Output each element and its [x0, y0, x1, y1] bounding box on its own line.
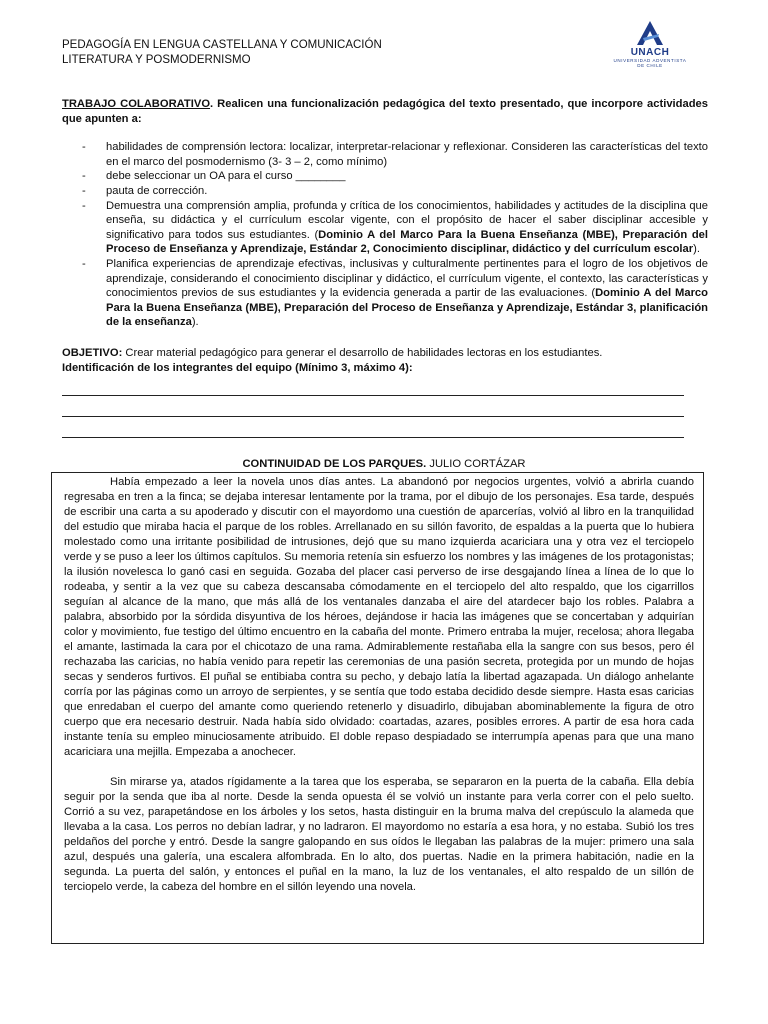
story-paragraph-1: Había empezado a leer la novela unos días antes. La abandonó por negocios urgentes, volvió a abrirla cuando regresaba en tren a la finca; se dejaba interesar lentamente por la trama, por el dibujo de los personajes. Esa tarde, después de escribir una carta a su apoderado y discutir con el mayordomo una cuestión de aparcerías, volvió al libro en la tranquilidad del estudio que miraba hacia el parque de los robles. Arrellanado en su sillón favorito, de espaldas a la puerta que lo hubiera molestado como una irritante posibilidad de intrusiones, dejó que su mano izquierda acariciara una y otra vez el terciopelo verde y se puso a leer los últimos capítulos. Su memoria retenía sin esfuerzo los nombres y las imágenes de los protagonistas; la ilusión novelesca lo ganó casi en seguida. Gozaba del placer casi perverso de irse desgajando línea a línea de lo que lo rodeaba, y sentir a la vez que su cabeza descansaba cómodamente en el terciopelo del alto respaldo, que los cigarrillos seguían al alcance de la mano, que más allá de los ventanales danzaba el aire del atardecer bajo los robles. Palabra a palabra, absorbido por la sórdida disyuntiva de los héroes, dejándose ir hacia las imágenes que se concertaban y adquirían color y movimiento, fue testigo del último encuentro en la cabaña del monte. Primero entraba la mujer, recelosa; ahora llegaba el amante, lastimada la cara por el chicotazo de una rama. Admirablemente restañaba ella la sangre con sus besos, pero él rechazaba las caricias, no había venido para repetir las ceremonias de una pasión secreta, protegida por un mundo de hojas secas y senderos furtivos. El puñal se entibiaba contra su pecho, y debajo latía la libertad agazapada. Un diálogo anhelante corría por las páginas como un arroyo de serpientes, y se sentía que todo estaba decidido desde siempre. Hasta esas caricias que enredaban el cuerpo del amante como queriendo retenerlo y disuadirlo, dibujaban abominablemente la figura de otro cuerpo que era necesario destruir. Nada había sido olvidado: coartadas, azares, posibles errores. A partir de esa hora cada instante tenía su empleo minuciosamente atribuido. El doble repaso despiadado se interrumpía apenas para que una mano acariciara una mejilla. Empezaba a anochecer.: [64, 476, 694, 758]
team-member-line-2[interactable]: [62, 396, 684, 417]
objective: [62, 346, 708, 361]
header-course-title: PEDAGOGÍA EN LENGUA CASTELLANA Y COMUNICACIÓN: [62, 39, 382, 51]
story-paragraph-2: Sin mirarse ya, atados rígidamente a la tarea que los esperaba, se separaron en la puerta de la cabaña. Ella debía seguir por la senda que iba al norte. Desde la senda opuesta él se volvió un instante para verla correr con el pelo suelto. Corrió a su vez, parapetándose en los árboles y los setos, hasta distinguir en la bruma malva del crepúsculo la alameda que llevaba a la casa. Los perros no debían ladrar, y no ladraron. El mayordomo no estaría a esa hora, y no estaba. Subió los tres peldaños del porche y entró. Desde la sangre galopando en sus oídos le llegaban las palabras de la mujer: primero una sala azul, después una galería, una escalera alfombrada. En lo alto, dos puertas. Nadie en la primera habitación, nadie en la segunda. La puerta del salón, y entonces el puñal en la mano, la luz de los ventanales, el alto respaldo de un sillón de terciopelo verde, la cabeza del hombre en el sillón leyendo una novela.: [64, 776, 694, 893]
list-item: [62, 199, 708, 257]
task-label: TRABAJO COLABORATIVO: [62, 98, 211, 110]
assignment-section: [62, 97, 708, 438]
bullet-end-text: ).: [693, 243, 700, 256]
list-item: [62, 140, 708, 169]
bullet-text: Demuestra una comprensión amplia, profunda y crítica de los conocimientos, habilidades y actitudes de la disciplina que enseña, su didáctica y el currículum escolar vigente, con el propósito de hacer el saber disciplinar accesible y significativo para todos sus estudiantes. (: [106, 199, 708, 241]
bullet-text: pauta de corrección.: [106, 184, 208, 197]
story-author: JULIO CORTÁZAR: [426, 458, 526, 470]
unach-logo: [596, 20, 704, 78]
bullet-text: habilidades de comprensión lectora: localizar, interpretar-relacionar y reflexionar. Consideren las características del texto en el marco del posmodernismo (3- 3 – 2, como mínimo): [106, 141, 708, 168]
header-subject-title: LITERATURA Y POSMODERNISMO: [62, 54, 251, 66]
list-item: [62, 184, 708, 199]
story-title: [0, 458, 768, 470]
list-item: [62, 257, 708, 330]
objective-label: OBJETIVO:: [62, 346, 123, 359]
bullet-text: debe seleccionar un OA para el curso ________: [106, 170, 346, 183]
logo-subtitle-2: DE CHILE: [637, 63, 663, 68]
bullet-bold-text: Dominio A del Marco Para la Buena Enseñanza (MBE), Preparación del Proceso de Enseñanza y Aprendizaje, Estándar 3, planificación de la enseñanza: [106, 287, 708, 329]
logo-brand-name: UNACH: [630, 47, 670, 58]
bullet-end-text: ).: [191, 316, 199, 329]
document-header: [62, 38, 382, 68]
story-text-box: [51, 472, 704, 944]
unach-logo-icon: [633, 20, 667, 46]
bullet-bold-text: Dominio A del Marco Para la Buena Enseñanza (MBE), Preparación del Proceso de Enseñanza y Aprendizaje, Estándar 2, Conocimiento disciplinar, didáctico y del currículum escolar: [106, 228, 708, 256]
team-member-line-1[interactable]: [62, 375, 684, 396]
objective-text: Crear material pedagógico para generar el desarrollo de habilidades lectoras en los estudiantes.: [122, 346, 603, 359]
bullet-text: Planifica experiencias de aprendizaje efectivas, inclusivas y culturalmente pertinentes para el logro de los objetivos de aprendizaje, considerando el conocimiento disciplinar y didáctico, el currículum vigente, el contexto, las características y conocimientos previos de sus estudiantes y la evidencia generada a partir de las evaluaciones. (: [106, 257, 708, 300]
task-text: . Realicen una funcionalización pedagógica del texto presentado, que incorpore actividades que apunten a:: [62, 98, 708, 125]
requirements-list: [62, 140, 708, 330]
story-title-text: CONTINUIDAD DE LOS PARQUES.: [242, 458, 427, 470]
team-identification-title: Identificación de los integrantes del equipo (Mínimo 3, máximo 4):: [62, 361, 413, 374]
list-item: [62, 169, 708, 184]
logo-subtitle-1: UNIVERSIDAD ADVENTISTA: [613, 58, 687, 63]
team-member-line-3[interactable]: [62, 417, 684, 438]
task-intro: [62, 97, 708, 126]
